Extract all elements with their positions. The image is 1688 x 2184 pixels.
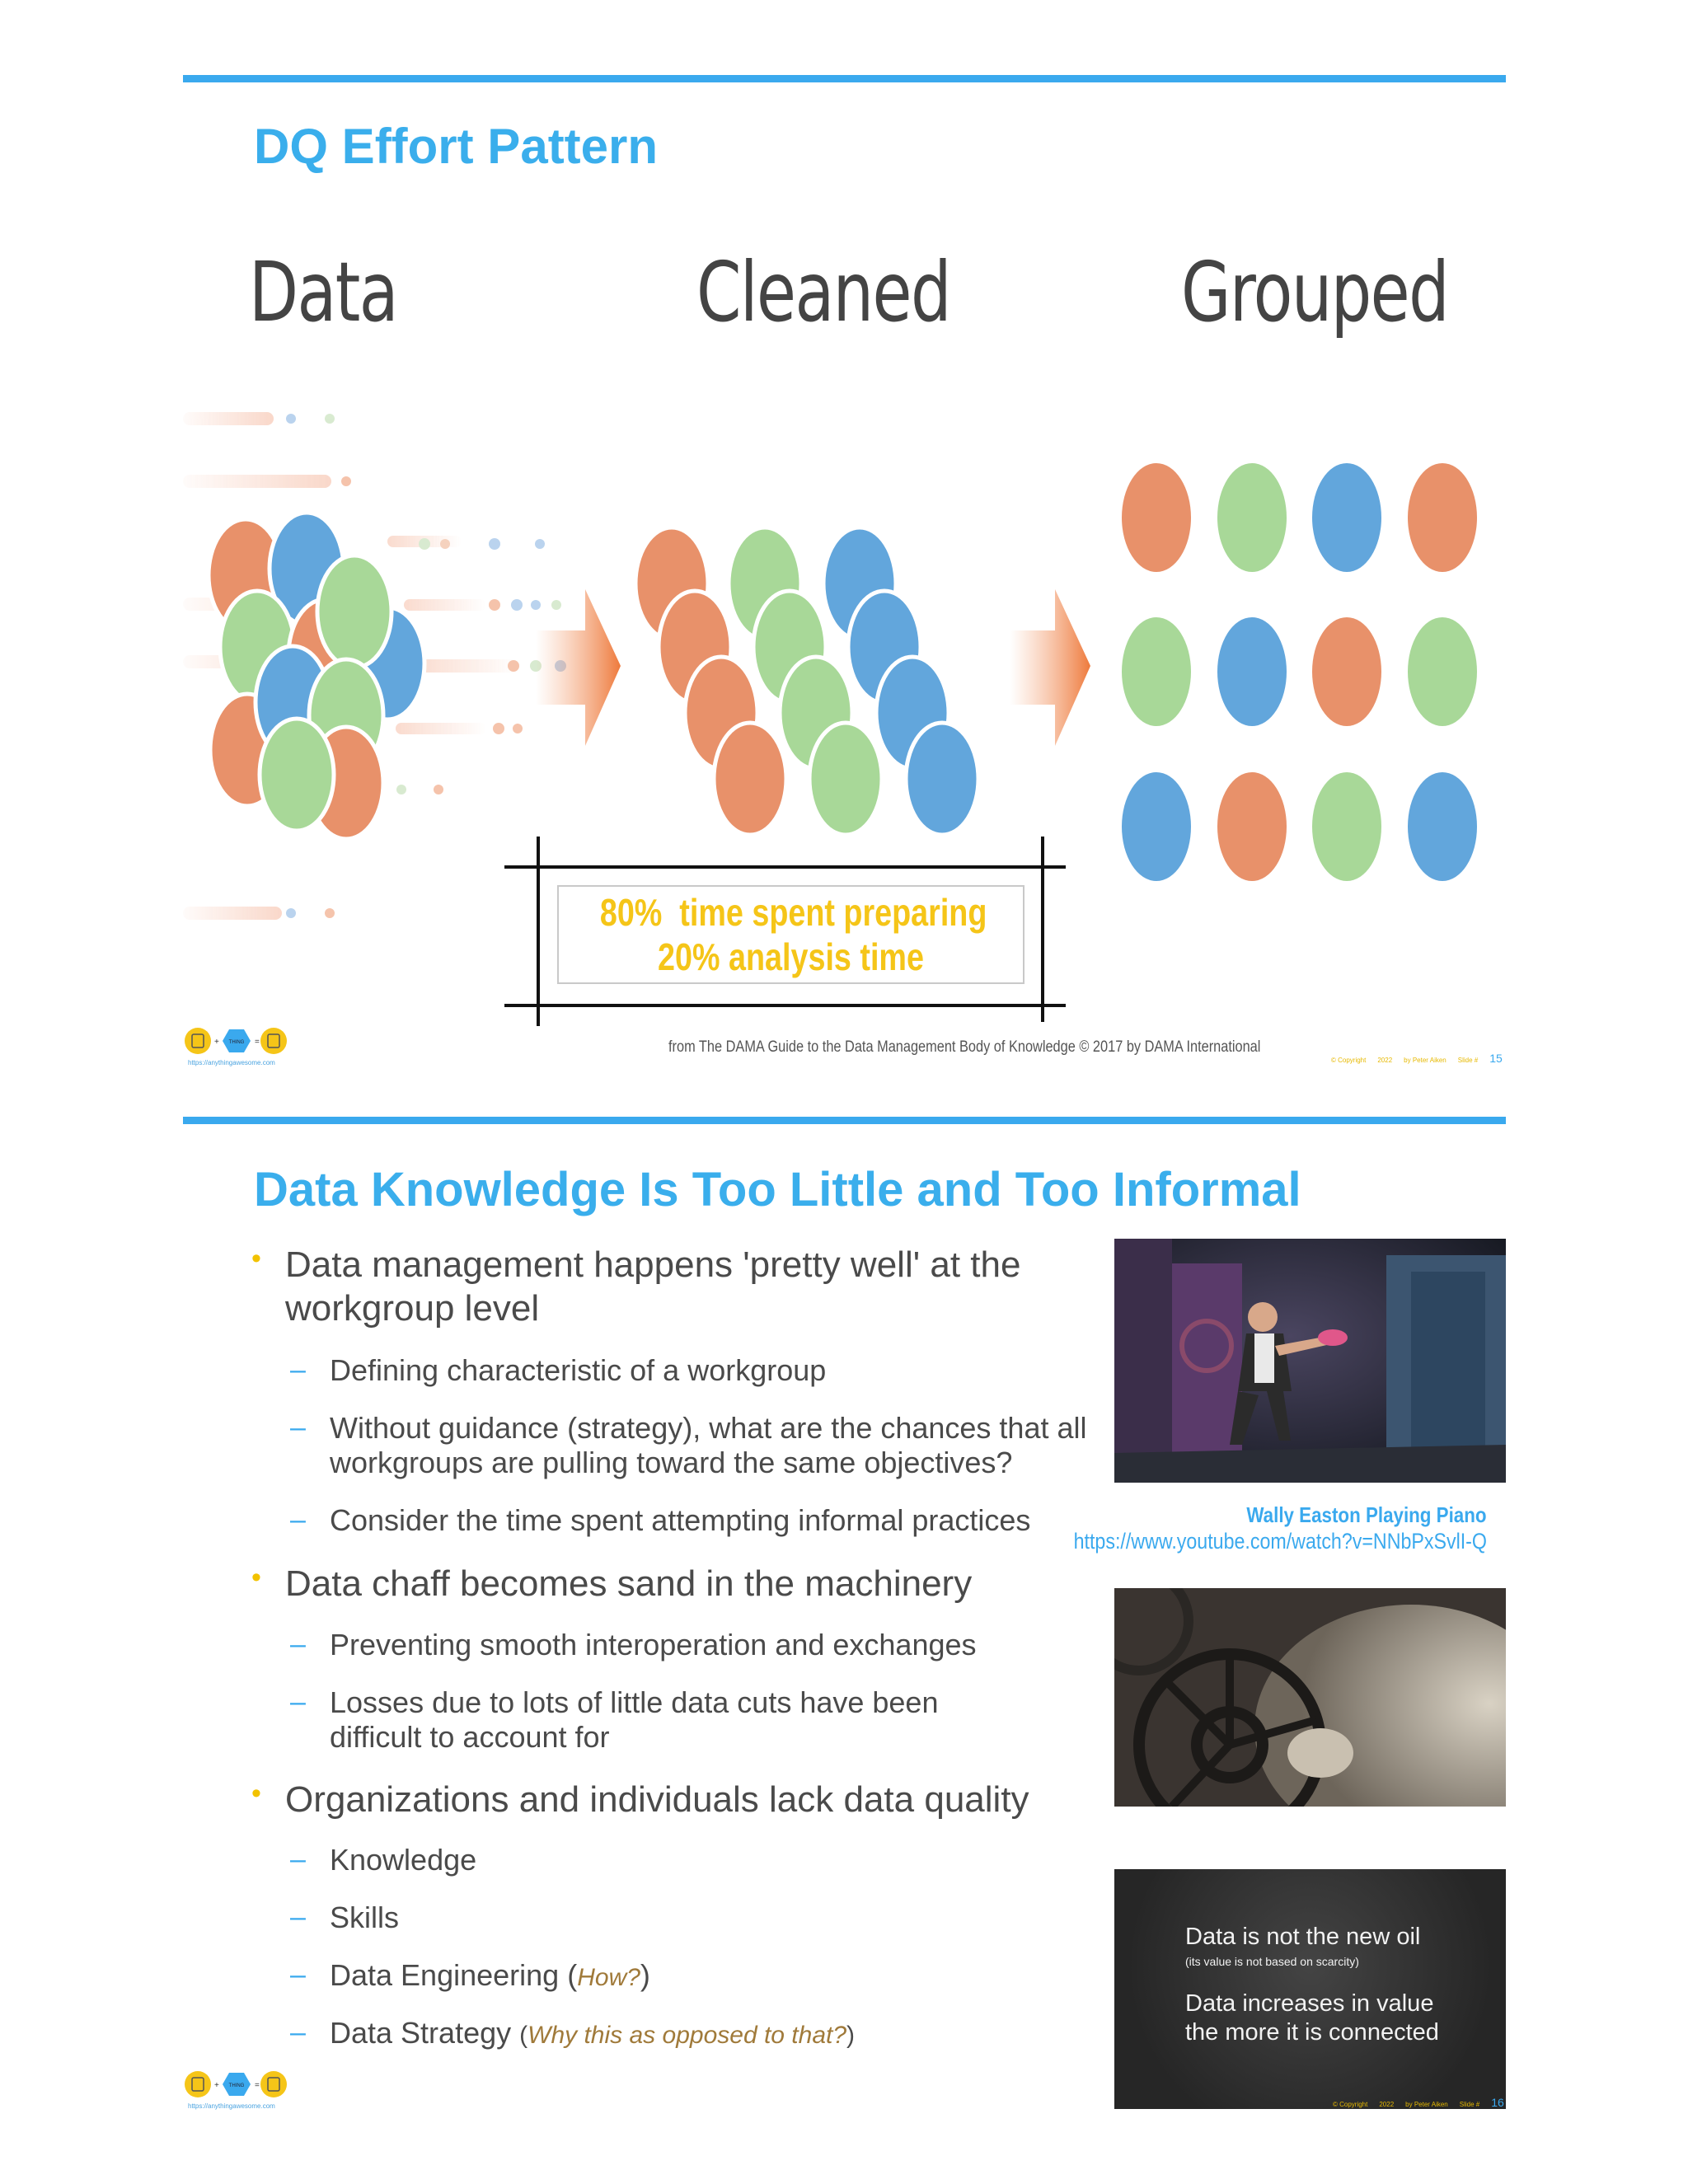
gears-sand-image	[1114, 1588, 1506, 1807]
bullet-2-sub-2: Losses due to lots of little data cuts have been difficult to account for	[330, 1685, 939, 1754]
copyright: © Copyright	[1333, 2101, 1368, 2108]
copyright: © Copyright	[1331, 1057, 1367, 1064]
sub-dash: –	[290, 1901, 306, 1933]
bullet-3-sub-4: Data Strategy	[330, 2016, 512, 2050]
anythingawesome-logo	[183, 1019, 290, 1062]
bullet-3-sub-3: Data Engineering	[330, 1958, 560, 1992]
logo-url[interactable]: https://anythingawesome.com	[188, 2102, 275, 2110]
bullet-dot: •	[251, 1243, 261, 1274]
arrow-right-1	[536, 589, 621, 746]
grouped-grid	[1122, 463, 1477, 881]
sub-dash: –	[290, 1354, 306, 1385]
svg-text:=: =	[255, 1038, 260, 1047]
svg-text:+: +	[214, 1038, 219, 1047]
callout-line-1: 80% time spent preparing	[599, 891, 987, 934]
author: by Peter Aiken	[1405, 2101, 1448, 2108]
bullet-1: Data management happens 'pretty well' at the workgroup level	[285, 1244, 1021, 1329]
bullet-2: Data chaff becomes sand in the machinery	[285, 1563, 973, 1604]
slide-label: Slide #	[1459, 2101, 1480, 2108]
label-grouped: Grouped	[1181, 244, 1449, 340]
data-quote-card	[1114, 1869, 1506, 2109]
video-url-link[interactable]: https://www.youtube.com/watch?v=NNbPxSvlI-Q	[1073, 1529, 1487, 1554]
paren-open: (	[519, 2022, 528, 2049]
bullet-2-sub-1: Preventing smooth interoperation and exchanges	[330, 1628, 977, 1661]
callout-text	[599, 890, 987, 979]
paren-open: (	[567, 1958, 578, 1992]
sub-dash: –	[290, 1686, 306, 1718]
paren-close: )	[640, 1958, 650, 1992]
anythingawesome-logo	[183, 2063, 290, 2106]
bullet-dot: •	[251, 1562, 261, 1593]
label-cleaned: Cleaned	[696, 244, 950, 340]
sub-dash: –	[290, 1844, 306, 1875]
slide-number: 16	[1491, 2096, 1504, 2109]
svg-text:+: +	[214, 2081, 219, 2090]
paren-close: )	[846, 2022, 856, 2049]
quote-line-3: the more it is connected	[1185, 2019, 1439, 2046]
bullet-1-sub-2: Without guidance (strategy), what are the chances that all workgroups are pulling toward the same objectives?	[330, 1411, 1087, 1479]
slide1-title: DQ Effort Pattern	[254, 119, 659, 174]
slide-number: 15	[1489, 1052, 1503, 1065]
bullet-3-sub-2: Skills	[330, 1900, 400, 1934]
sub-dash: –	[290, 1504, 306, 1535]
logo-url[interactable]: https://anythingawesome.com	[188, 1059, 275, 1066]
label-data: Data	[249, 244, 398, 340]
performer-video-thumbnail[interactable]	[1114, 1239, 1506, 1483]
slide2-title: Data Knowledge Is Too Little and Too Informal	[254, 1163, 1301, 1216]
sub-dash: –	[290, 1412, 306, 1443]
bullet-1-sub-3: Consider the time spent attempting informal practices	[330, 1503, 1031, 1537]
bullet-3-sub-3-row	[330, 1958, 1088, 1995]
year: 2022	[1379, 2101, 1395, 2108]
quote-line-1-note: (its value is not based on scarcity)	[1185, 1955, 1359, 1968]
slide2-top-rule	[183, 1117, 1506, 1124]
sub-dash: –	[290, 1959, 306, 1990]
quote-line-2: Data increases in value	[1185, 1990, 1434, 2017]
slide1-footer	[1331, 1052, 1503, 1065]
slide-label: Slide #	[1457, 1057, 1479, 1064]
svg-text:THING: THING	[228, 1040, 245, 1045]
slide2-footer	[1333, 2096, 1504, 2109]
callout-line-2: 20% analysis time	[658, 935, 924, 978]
arrow-right-2	[1010, 589, 1090, 746]
bullet-3-sub-4-row	[330, 2016, 1088, 2053]
data-cluster	[209, 513, 424, 839]
year: 2022	[1377, 1057, 1393, 1064]
strategy-note: Why this as opposed to that?	[528, 2022, 847, 2049]
cleaned-cluster	[635, 527, 978, 835]
slide1-top-rule	[183, 75, 1506, 82]
bullet-1-sub-1: Defining characteristic of a workgroup	[330, 1353, 827, 1387]
quote-line-1: Data is not the new oil	[1185, 1924, 1421, 1950]
video-caption: Wally Easton Playing Piano	[1246, 1502, 1487, 1527]
slide1-credit: from The DAMA Guide to the Data Management Body of Knowledge © 2017 by DAMA International	[668, 1038, 1261, 1056]
bullet-dot: •	[251, 1778, 261, 1809]
svg-text:=: =	[255, 2081, 260, 2090]
sub-dash: –	[290, 1629, 306, 1660]
sub-dash: –	[290, 2017, 306, 2048]
author: by Peter Aiken	[1404, 1057, 1447, 1064]
engineering-note: How?	[577, 1964, 640, 1991]
bullet-3: Organizations and individuals lack data quality	[285, 1779, 1029, 1820]
bullet-3-sub-1: Knowledge	[330, 1843, 477, 1877]
svg-text:THING: THING	[228, 2083, 245, 2088]
